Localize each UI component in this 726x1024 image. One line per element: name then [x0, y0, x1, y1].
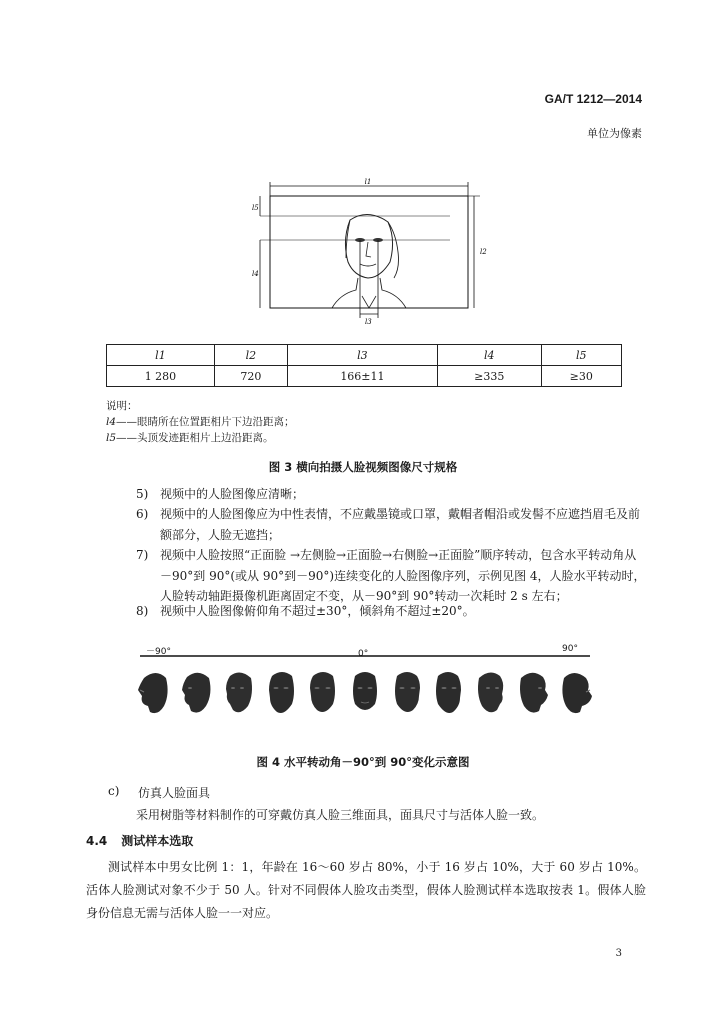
- section-c-text: 采用树脂等材料制作的可穿戴仿真人脸三维面具，面具尺寸与活体人脸一致。: [136, 808, 545, 822]
- item-number: 7): [136, 548, 149, 562]
- list-item: [136, 545, 646, 607]
- section-title: 测试样本选取: [121, 834, 194, 848]
- dim-l3: l3: [365, 318, 372, 326]
- item-text: 视频中的人脸图像应清晰；: [160, 487, 305, 501]
- section-number: 4.4: [86, 834, 108, 848]
- item-text: 视频中人脸按照“正面脸 →左侧脸→正面脸→右侧脸→正面脸”顺序转动，包含水平转动角从－90°到 90°(或从 90°到－90°)连续变化的人脸图像序列，示例见图 4，人脸水平转动时，人脸转动轴距摄像机距离固定不变，从－90°到 90°转动一次耗时 2 s 左右；: [160, 548, 646, 603]
- table-cell: 166±11: [287, 366, 437, 387]
- section-c-label: c): [108, 784, 120, 798]
- head-image: [430, 668, 468, 718]
- head-image: [136, 668, 174, 718]
- item-text: 视频中人脸图像俯仰角不超过±30°，倾斜角不超过±20°。: [160, 604, 475, 618]
- head-image: [388, 668, 426, 718]
- legend-item: [106, 430, 295, 446]
- legend-title: 说明：: [106, 400, 138, 412]
- table-cell: ≥335: [437, 366, 541, 387]
- item-text: 视频中的人脸图像应为中性表情，不应戴墨镜或口罩，戴帽者帽沿或发髻不应遮挡眉毛及前额部分，人脸无遮挡；: [160, 507, 641, 542]
- table-row: [107, 366, 622, 387]
- angle-label-left: －90°: [146, 647, 171, 657]
- head-image: [304, 668, 342, 718]
- legend-symbol: l5: [106, 432, 117, 444]
- list-item: [136, 504, 646, 545]
- section-c-title: 仿真人脸面具: [138, 786, 211, 800]
- head-rotation-sequence: [136, 668, 596, 728]
- head-image: [178, 668, 216, 718]
- dimension-table: [106, 344, 622, 387]
- head-image: [346, 668, 384, 718]
- table-header: l4: [437, 345, 541, 366]
- angle-label-center: 0°: [358, 649, 369, 659]
- section-4-4-heading: [86, 832, 193, 849]
- table-cell: 1 280: [107, 366, 215, 387]
- figure3-face-diagram: [250, 178, 490, 326]
- figure4-caption: 图 4 水平转动角－90°到 90°变化示意图: [256, 755, 470, 769]
- head-image: [220, 668, 258, 718]
- figure3-legend: [106, 398, 295, 446]
- table-header: l5: [541, 345, 621, 366]
- table-header: l2: [214, 345, 287, 366]
- head-image: [262, 668, 300, 718]
- unit-note: 单位为像素: [587, 127, 642, 140]
- dim-l4: l4: [252, 270, 259, 278]
- list-item: [136, 484, 646, 505]
- angle-axis-line: [140, 654, 590, 660]
- page-number: 3: [615, 948, 622, 959]
- table-cell: ≥30: [541, 366, 621, 387]
- head-image: [472, 668, 510, 718]
- legend-text: ——头顶发迹距相片上边沿距离。: [116, 432, 274, 444]
- table-header-row: [107, 345, 622, 366]
- dim-l1: l1: [364, 178, 372, 186]
- list-item: [136, 601, 646, 622]
- angle-label-right: 90°: [562, 644, 578, 654]
- legend-item: [106, 414, 295, 430]
- item-number: 6): [136, 507, 149, 521]
- item-number: 8): [136, 604, 149, 618]
- item-number: 5): [136, 487, 149, 501]
- standard-code: GA/T 1212—2014: [544, 92, 642, 106]
- table-header: l1: [107, 345, 215, 366]
- table-header: l3: [287, 345, 437, 366]
- legend-symbol: l4: [106, 416, 117, 428]
- dim-l2: l2: [480, 248, 487, 256]
- section-4-4-paragraph: 测试样本中男女比例 1：1，年龄在 16～60 岁占 80%，小于 16 岁占 10%，大于 60 岁占 10%。活体人脸测试对象不少于 50 人。针对不同假体人脸攻击类型，假体人脸测试样本选取按表 1。假体人脸身份信息无需与活体人脸一一对应。: [86, 860, 646, 920]
- head-image: [514, 668, 552, 718]
- head-image: [556, 668, 594, 718]
- figure3-caption: 图 3 横向拍摄人脸视频图像尺寸规格: [268, 460, 458, 474]
- table-cell: 720: [214, 366, 287, 387]
- dim-l5: l5: [252, 204, 259, 212]
- legend-text: ——眼睛所在位置距相片下边沿距离；: [116, 416, 295, 428]
